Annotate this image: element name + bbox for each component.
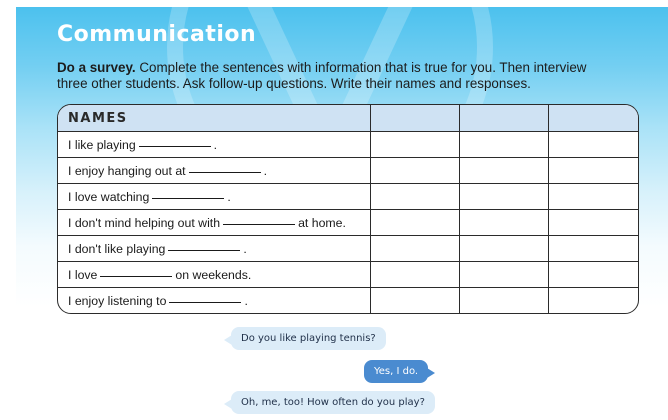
prompt-cell: I don't mind helping out with at home. — [58, 210, 370, 236]
answer-blank[interactable] — [152, 198, 224, 199]
response-cell[interactable] — [548, 262, 638, 288]
response-cell[interactable] — [370, 210, 459, 236]
answer-blank[interactable] — [100, 276, 172, 277]
response-cell[interactable] — [370, 236, 459, 262]
left-margin — [0, 7, 16, 420]
response-cell[interactable] — [548, 132, 638, 158]
table-row — [58, 132, 638, 158]
response-cell[interactable] — [370, 262, 459, 288]
response-cell[interactable] — [459, 262, 548, 288]
table-row — [58, 158, 638, 184]
response-cell[interactable] — [459, 236, 548, 262]
response-cell[interactable] — [459, 210, 548, 236]
top-strip — [0, 0, 668, 7]
response-cell[interactable] — [548, 288, 638, 314]
prompt-cell: I love on weekends. — [58, 262, 370, 288]
prompt-cell: I like playing . — [58, 132, 370, 158]
response-cell[interactable] — [370, 132, 459, 158]
instructions — [57, 60, 597, 92]
prompt-cell: I enjoy listening to . — [58, 288, 370, 314]
instructions-lead: Do a survey. — [57, 60, 136, 75]
table-row — [58, 288, 638, 314]
response-cell[interactable] — [370, 288, 459, 314]
table-row — [58, 210, 638, 236]
answer-blank[interactable] — [169, 302, 241, 303]
table-row — [58, 184, 638, 210]
name-cell[interactable] — [459, 105, 548, 132]
prompt-cell: I don't like playing . — [58, 236, 370, 262]
prompt-cell: I love watching . — [58, 184, 370, 210]
table-row — [58, 262, 638, 288]
response-cell[interactable] — [548, 236, 638, 262]
answer-blank[interactable] — [139, 146, 211, 147]
section-title: Communication — [57, 22, 257, 47]
speech-bubble-question: Oh, me, too! How often do you play? — [231, 391, 435, 414]
table-header-row — [58, 105, 638, 132]
name-cell[interactable] — [370, 105, 459, 132]
instructions-text: Complete the sentences with information that is true for you. Then interview three other students. Ask follow-up questions. Write their names and responses. — [57, 60, 587, 91]
answer-blank[interactable] — [189, 172, 261, 173]
answer-blank[interactable] — [168, 250, 240, 251]
name-cell[interactable] — [548, 105, 638, 132]
survey-table — [57, 104, 639, 314]
table-row — [58, 236, 638, 262]
response-cell[interactable] — [370, 184, 459, 210]
speech-bubble-answer: Yes, I do. — [364, 360, 428, 383]
response-cell[interactable] — [548, 184, 638, 210]
response-cell[interactable] — [370, 158, 459, 184]
response-cell[interactable] — [459, 132, 548, 158]
prompt-cell: I enjoy hanging out at . — [58, 158, 370, 184]
response-cell[interactable] — [548, 158, 638, 184]
response-cell[interactable] — [459, 184, 548, 210]
response-cell[interactable] — [548, 210, 638, 236]
response-cell[interactable] — [459, 158, 548, 184]
speech-bubble-question: Do you like playing tennis? — [231, 327, 386, 350]
answer-blank[interactable] — [223, 224, 295, 225]
response-cell[interactable] — [459, 288, 548, 314]
names-header: NAMES — [58, 105, 370, 132]
